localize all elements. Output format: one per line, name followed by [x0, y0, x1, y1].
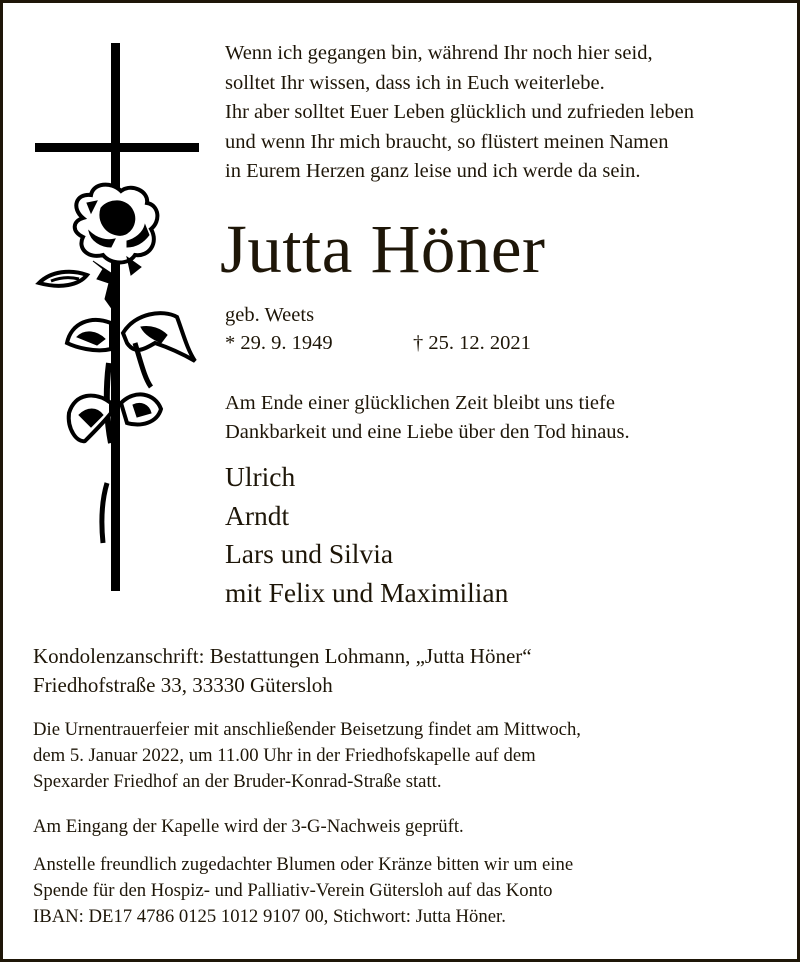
covid-notice	[33, 814, 793, 840]
mourner: mit Felix und Maximilian	[225, 576, 509, 608]
cross-with-rose-icon	[31, 43, 199, 603]
donation-line: Spende für den Hospiz- und Palliativ-Verein Gütersloh auf das Konto	[33, 880, 553, 901]
donation-line: Anstelle freundlich zugedachter Blumen oder Kränze bitten wir um eine	[33, 854, 574, 875]
death-date: † 25. 12. 2021	[413, 332, 531, 354]
poem-line: und wenn Ihr mich braucht, so flüstert meinen Namen	[225, 130, 669, 153]
mourner: Ulrich	[225, 461, 296, 492]
poem-line: Wenn ich gegangen bin, während Ihr noch hier seid,	[225, 42, 653, 64]
tribute-text	[225, 389, 795, 447]
maiden-name: geb. Weets	[225, 304, 315, 326]
donation-info	[33, 852, 793, 930]
donation-line: IBAN: DE17 4786 0125 1012 9107 00, Stichwort: Jutta Höner.	[33, 906, 506, 927]
ceremony-line: Die Urnentrauerfeier mit anschließender Beisetzung findet am Mittwoch,	[33, 719, 581, 740]
tribute-line: Am Ende einer glücklichen Zeit bleibt uns tiefe	[225, 392, 615, 414]
ceremony-line: Spexarder Friedhof an der Bruder-Konrad-Straße statt.	[33, 771, 442, 792]
condolence-address	[33, 642, 532, 700]
poem-line: in Eurem Herzen ganz leise und ich werde da sein.	[225, 160, 641, 182]
address-line: Kondolenzanschrift: Bestattungen Lohmann, „Jutta Höner“	[33, 644, 532, 668]
poem-line: Ihr aber solltet Euer Leben glücklich und zufrieden leben	[225, 101, 695, 123]
deceased-name: Jutta Höner	[220, 211, 546, 287]
address-line: Friedhofstraße 33, 33330 Gütersloh	[33, 673, 333, 697]
mourner: Arndt	[225, 499, 290, 531]
ceremony-info	[33, 717, 793, 795]
poem-line: solltet Ihr wissen, dass ich in Euch weiterlebe.	[225, 71, 605, 94]
mourners-list	[225, 458, 508, 612]
birth-date: * 29. 9. 1949	[225, 332, 333, 354]
life-dates	[225, 330, 531, 356]
poem-verse	[225, 39, 795, 187]
ceremony-line: dem 5. Januar 2022, um 11.00 Uhr in der Friedhofskapelle auf dem	[33, 745, 536, 766]
tribute-line: Dankbarkeit und eine Liebe über den Tod hinaus.	[225, 421, 630, 443]
covid-line: Am Eingang der Kapelle wird der 3-G-Nachweis geprüft.	[33, 816, 464, 837]
mourner: Lars und Silvia	[225, 538, 394, 569]
